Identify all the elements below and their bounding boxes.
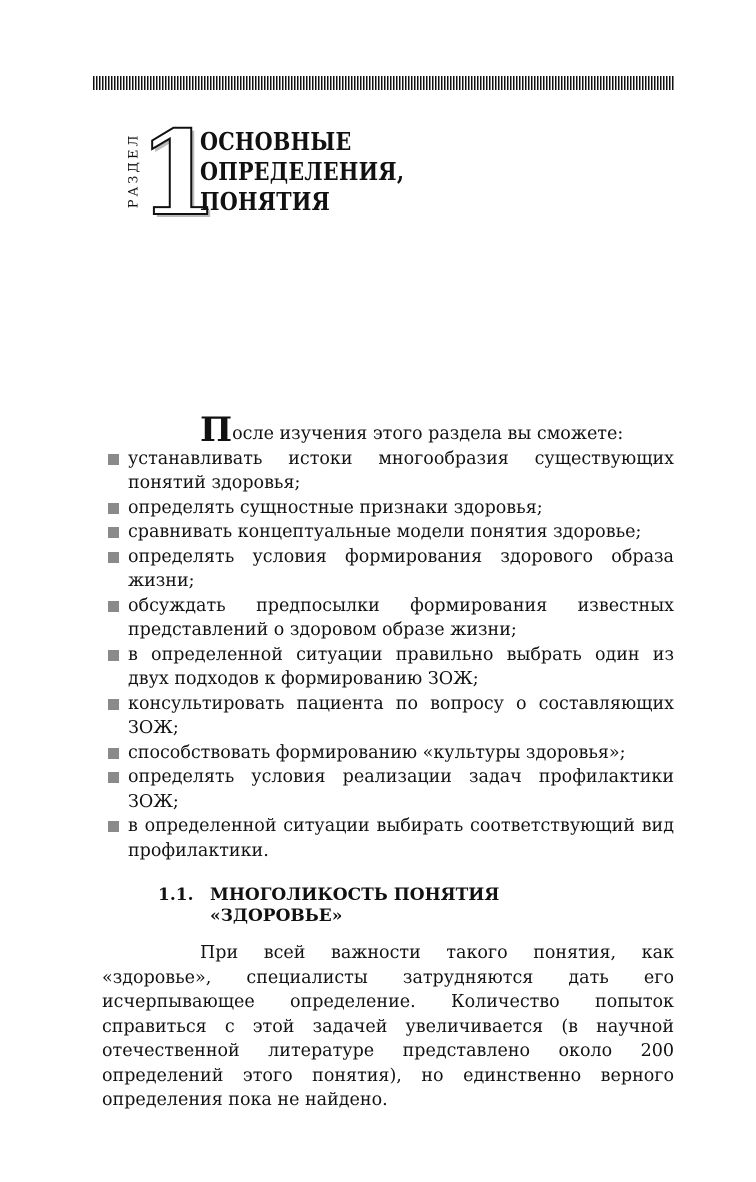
objectives-list [102, 447, 674, 864]
subsection-title-line: МНОГОЛИКОСТЬ ПОНЯТИЯ [210, 885, 500, 905]
objective-text: сравнивать концептуальные модели понятия здоровье; [128, 522, 642, 542]
objective-item [102, 447, 674, 496]
drop-cap: П [200, 410, 233, 450]
page-content [102, 410, 674, 1113]
objective-text: в определенной ситуации правильно выбрать один из двух подходов к формированию ЗОЖ; [128, 644, 674, 689]
objective-item [102, 520, 674, 545]
objective-text: определять условия формирования здорового образа жизни; [128, 546, 674, 591]
square-bullet-icon [108, 748, 119, 759]
intro-text: осле изучения этого раздела вы сможете: [232, 424, 624, 444]
square-bullet-icon [108, 552, 119, 563]
section-title-line: ОСНОВНЫЕ [200, 127, 352, 156]
objective-item [102, 545, 674, 594]
objective-item [102, 692, 674, 741]
square-bullet-icon [108, 454, 119, 465]
objective-text: определять сущностные признаки здоровья; [128, 497, 543, 518]
subsection-heading [158, 885, 674, 927]
objective-text: способствовать формированию «культуры здоровья»; [128, 742, 626, 763]
objective-text: консультировать пациента по вопросу о составляющих ЗОЖ; [128, 693, 674, 738]
objective-item [102, 814, 674, 863]
section-title-line: ОПРЕДЕЛЕНИЯ, [200, 157, 405, 186]
section-title-line: ПОНЯТИЯ [200, 187, 331, 216]
objective-text: обсуждать предпосылки формирования известных представлений о здоровом образе жизни; [128, 595, 674, 640]
objective-text: устанавливать истоки многообразия существующих понятий здоровья; [128, 448, 674, 493]
objective-text: определять условия реализации задач профилактики ЗОЖ; [128, 767, 674, 812]
square-bullet-icon [108, 601, 119, 612]
square-bullet-icon [108, 527, 119, 538]
square-bullet-icon [108, 821, 119, 832]
square-bullet-icon [108, 503, 119, 514]
objective-item [102, 496, 674, 521]
square-bullet-icon [108, 772, 119, 783]
subsection-number: 1.1. [158, 885, 194, 905]
top-decorative-rule [93, 76, 675, 90]
objective-item [102, 741, 674, 766]
section-number: 1 [138, 106, 215, 242]
section-label-text: РАЗДЕЛ [126, 132, 142, 208]
body-paragraph: При всей важности такого понятия, как «здоровье», специалисты затрудняются дать его исчерпывающее определение. Количество попыток справиться с этой задачей увеличивается (в научной отечественной литературе представлено около 200 определений этого понятия), но единственно верного определения пока не найдено. [102, 943, 674, 1110]
section-title [200, 127, 484, 217]
square-bullet-icon [108, 699, 119, 710]
subsection-title-line: «ЗДОРОВЬЕ» [210, 906, 343, 926]
objective-item [102, 594, 674, 643]
intro-line [102, 410, 674, 450]
subsection-title [210, 885, 499, 927]
objective-text: в определенной ситуации выбирать соответствующий вид профилактики. [128, 816, 674, 861]
objective-item [102, 765, 674, 814]
objective-item [102, 643, 674, 692]
square-bullet-icon [108, 650, 119, 661]
